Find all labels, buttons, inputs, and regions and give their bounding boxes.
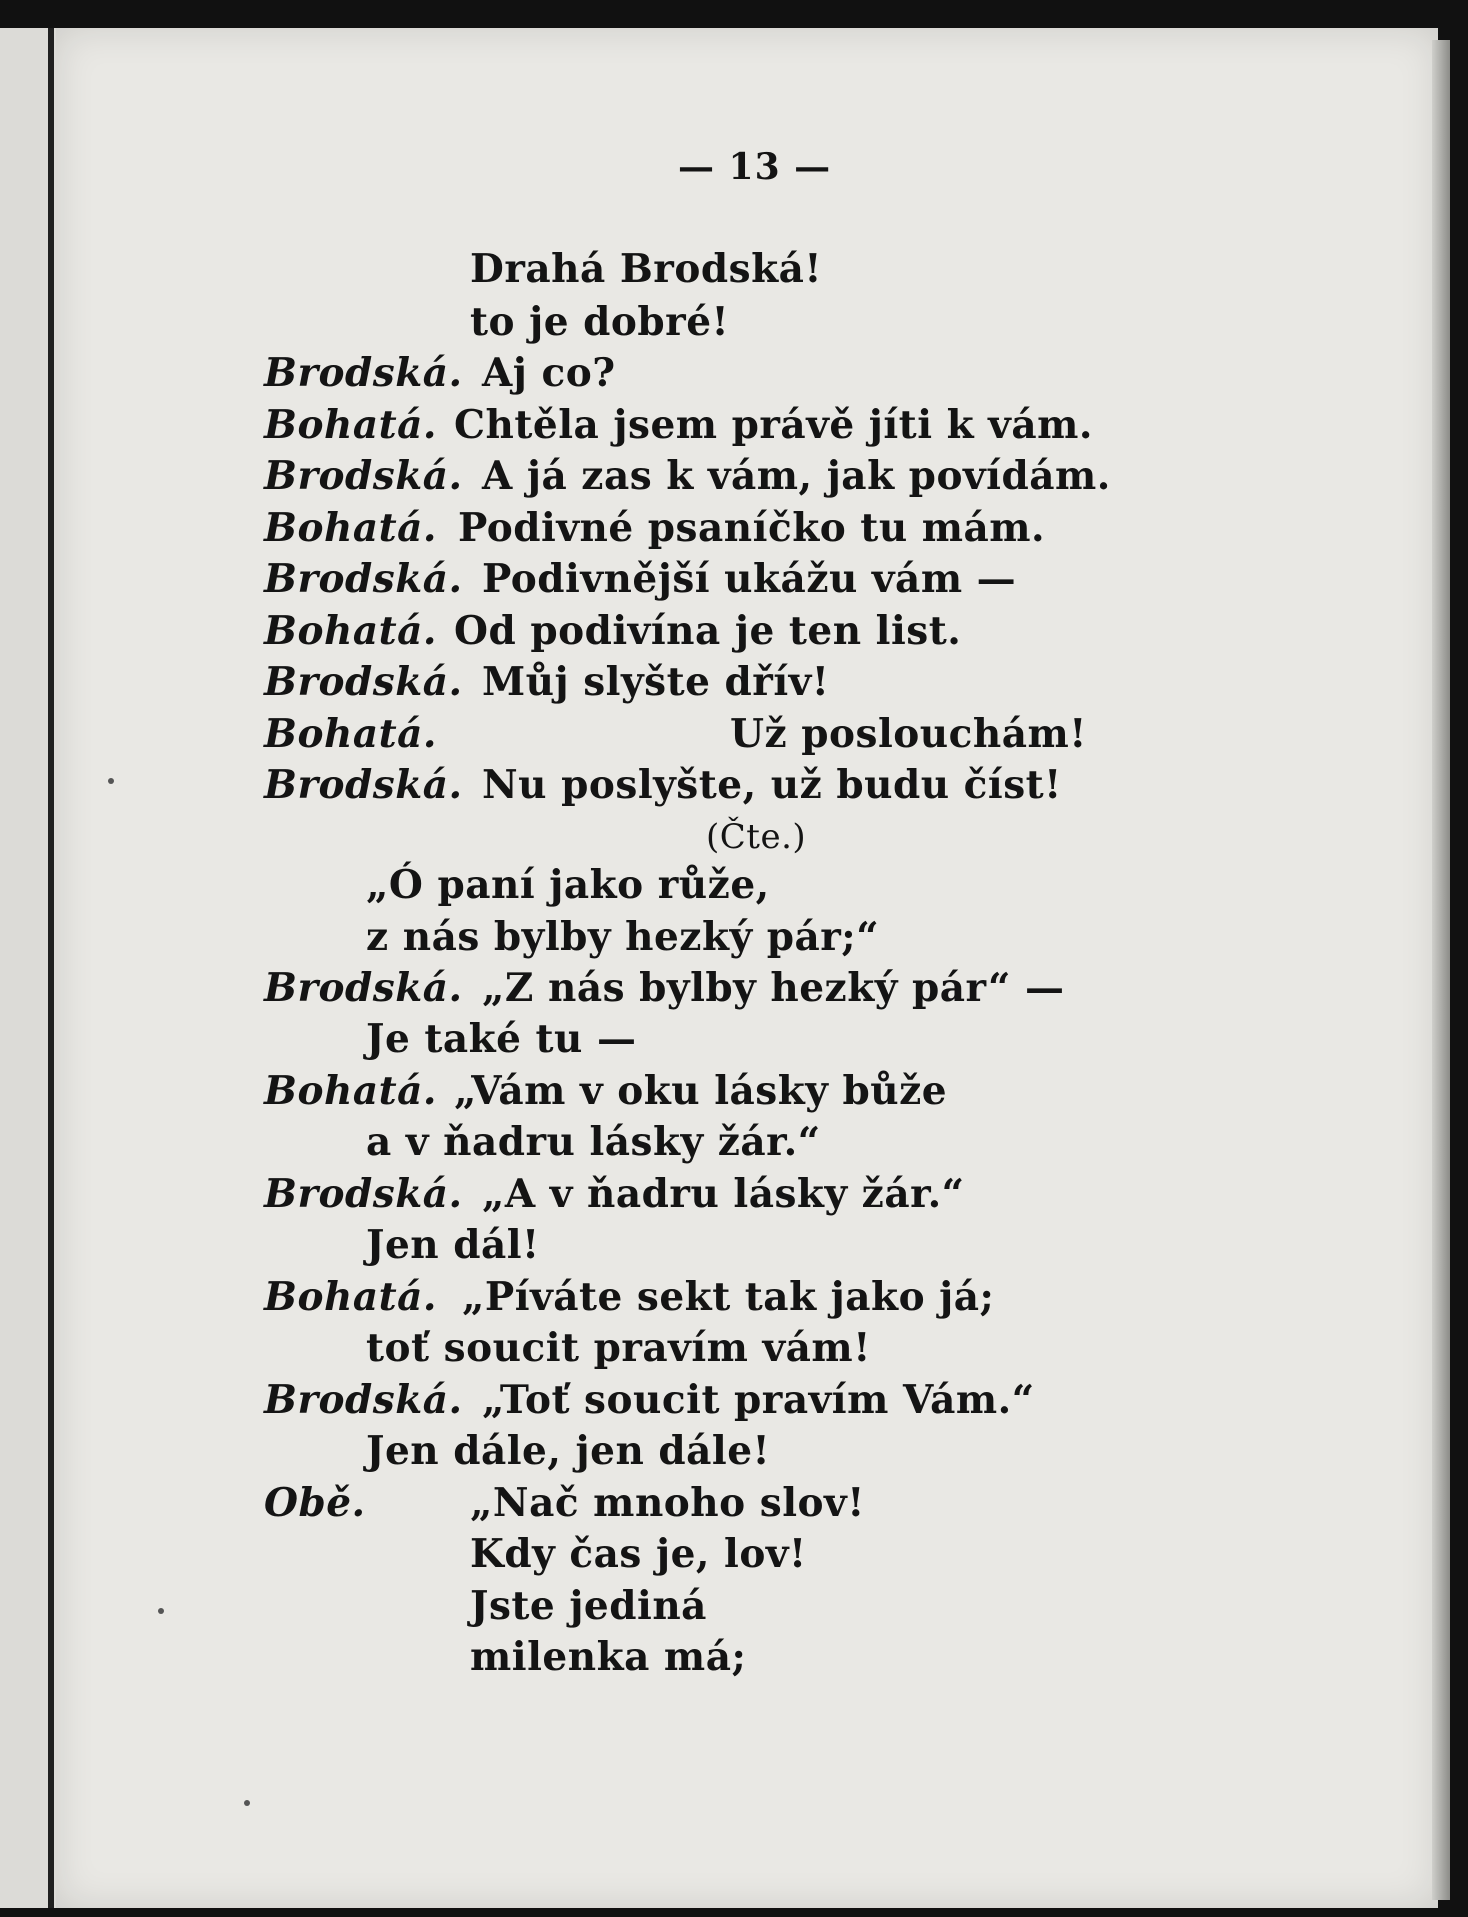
dialogue-line (264, 659, 830, 705)
stage-direction (706, 817, 807, 857)
line-text: Chtěla jsem právě jíti k vám. (454, 402, 1093, 448)
speaker-name: Brodská. (264, 965, 463, 1011)
line-text: Můj slyšte dřív! (482, 659, 830, 705)
verse-line (366, 1016, 637, 1062)
speaker-name: Brodská. (264, 350, 463, 396)
line-text: Jste jediná (470, 1583, 707, 1629)
page-number: — 13 — (678, 146, 832, 188)
line-text: A já zas k vám, jak povídám. (482, 453, 1111, 499)
line-text: „Toť soucit pravím Vám.“ (482, 1377, 1035, 1423)
line-text: Podivnější ukážu vám — (482, 556, 1017, 602)
speaker-name: Brodská. (264, 1171, 463, 1217)
speaker-name: Bohatá. (264, 1274, 437, 1320)
line-text: z nás bylby hezký pár;“ (366, 914, 880, 960)
dialogue-line (264, 402, 1093, 448)
line-text: „A v ňadru lásky žár.“ (482, 1171, 965, 1217)
line-text: „Nač mnoho slov! (470, 1480, 865, 1526)
dialogue-line (264, 556, 1017, 602)
speaker-name: Bohatá. (264, 1068, 437, 1114)
line-text: to je dobré! (470, 299, 730, 345)
verse-line (470, 1634, 747, 1680)
line-text: milenka má; (470, 1634, 747, 1680)
line-text: Drahá Brodská! (470, 246, 823, 292)
line-text: Od podivína je ten list. (454, 608, 962, 654)
line-text: Už poslouchám! (730, 711, 1087, 757)
line-text: Jen dál! (366, 1222, 540, 1268)
verse-line (470, 246, 823, 292)
line-text: Je také tu — (366, 1016, 637, 1062)
line-text: Podivné psaníčko tu mám. (458, 505, 1046, 551)
verse-line (366, 1428, 771, 1474)
speaker-name: Brodská. (264, 1377, 463, 1423)
line-text: Aj co? (482, 350, 616, 396)
line-text: Nu poslyšte, už budu číst! (482, 762, 1062, 808)
speaker-name: Brodská. (264, 762, 463, 808)
line-text: „Píváte sekt tak jako já; (462, 1274, 995, 1320)
line-text: a v ňadru lásky žár.“ (366, 1119, 821, 1165)
dialogue-line (264, 711, 1087, 757)
dialogue-line (264, 350, 616, 396)
dialogue-line (264, 608, 962, 654)
line-text: „Ó paní jako růže, (366, 862, 770, 908)
verse-line (470, 299, 730, 345)
verse-line (470, 1531, 807, 1577)
speaker-name: Brodská. (264, 453, 463, 499)
speaker-name: Obě. (264, 1480, 366, 1526)
speaker-name: Bohatá. (264, 505, 437, 551)
speaker-name: Brodská. (264, 659, 463, 705)
speaker-name: Brodská. (264, 556, 463, 602)
line-text: toť soucit pravím vám! (366, 1325, 871, 1371)
speaker-name: Bohatá. (264, 711, 437, 757)
verse-line (470, 1583, 707, 1629)
dialogue-line (264, 762, 1062, 808)
dialogue-line (264, 1377, 1035, 1423)
line-text: Jen dále, jen dále! (366, 1428, 771, 1474)
dialogue-line (264, 453, 1111, 499)
line-text: (Čte.) (706, 817, 807, 857)
verse-line (366, 1325, 871, 1371)
verse-line (366, 862, 770, 908)
speaker-name: Bohatá. (264, 608, 437, 654)
line-text: „Z nás bylby hezký pár“ — (482, 965, 1065, 1011)
verse-line (366, 1119, 821, 1165)
dialogue-line (264, 1480, 865, 1526)
line-text: Kdy čas je, lov! (470, 1531, 807, 1577)
dialogue-line (264, 965, 1065, 1011)
dialogue-line (264, 1171, 965, 1217)
dialogue-line (264, 505, 1046, 551)
speaker-name: Bohatá. (264, 402, 437, 448)
line-text: „Vám v oku lásky bůže (454, 1068, 948, 1114)
verse-line (366, 1222, 540, 1268)
verse-line (366, 914, 880, 960)
dialogue-line (264, 1068, 948, 1114)
dialogue-line (264, 1274, 995, 1320)
